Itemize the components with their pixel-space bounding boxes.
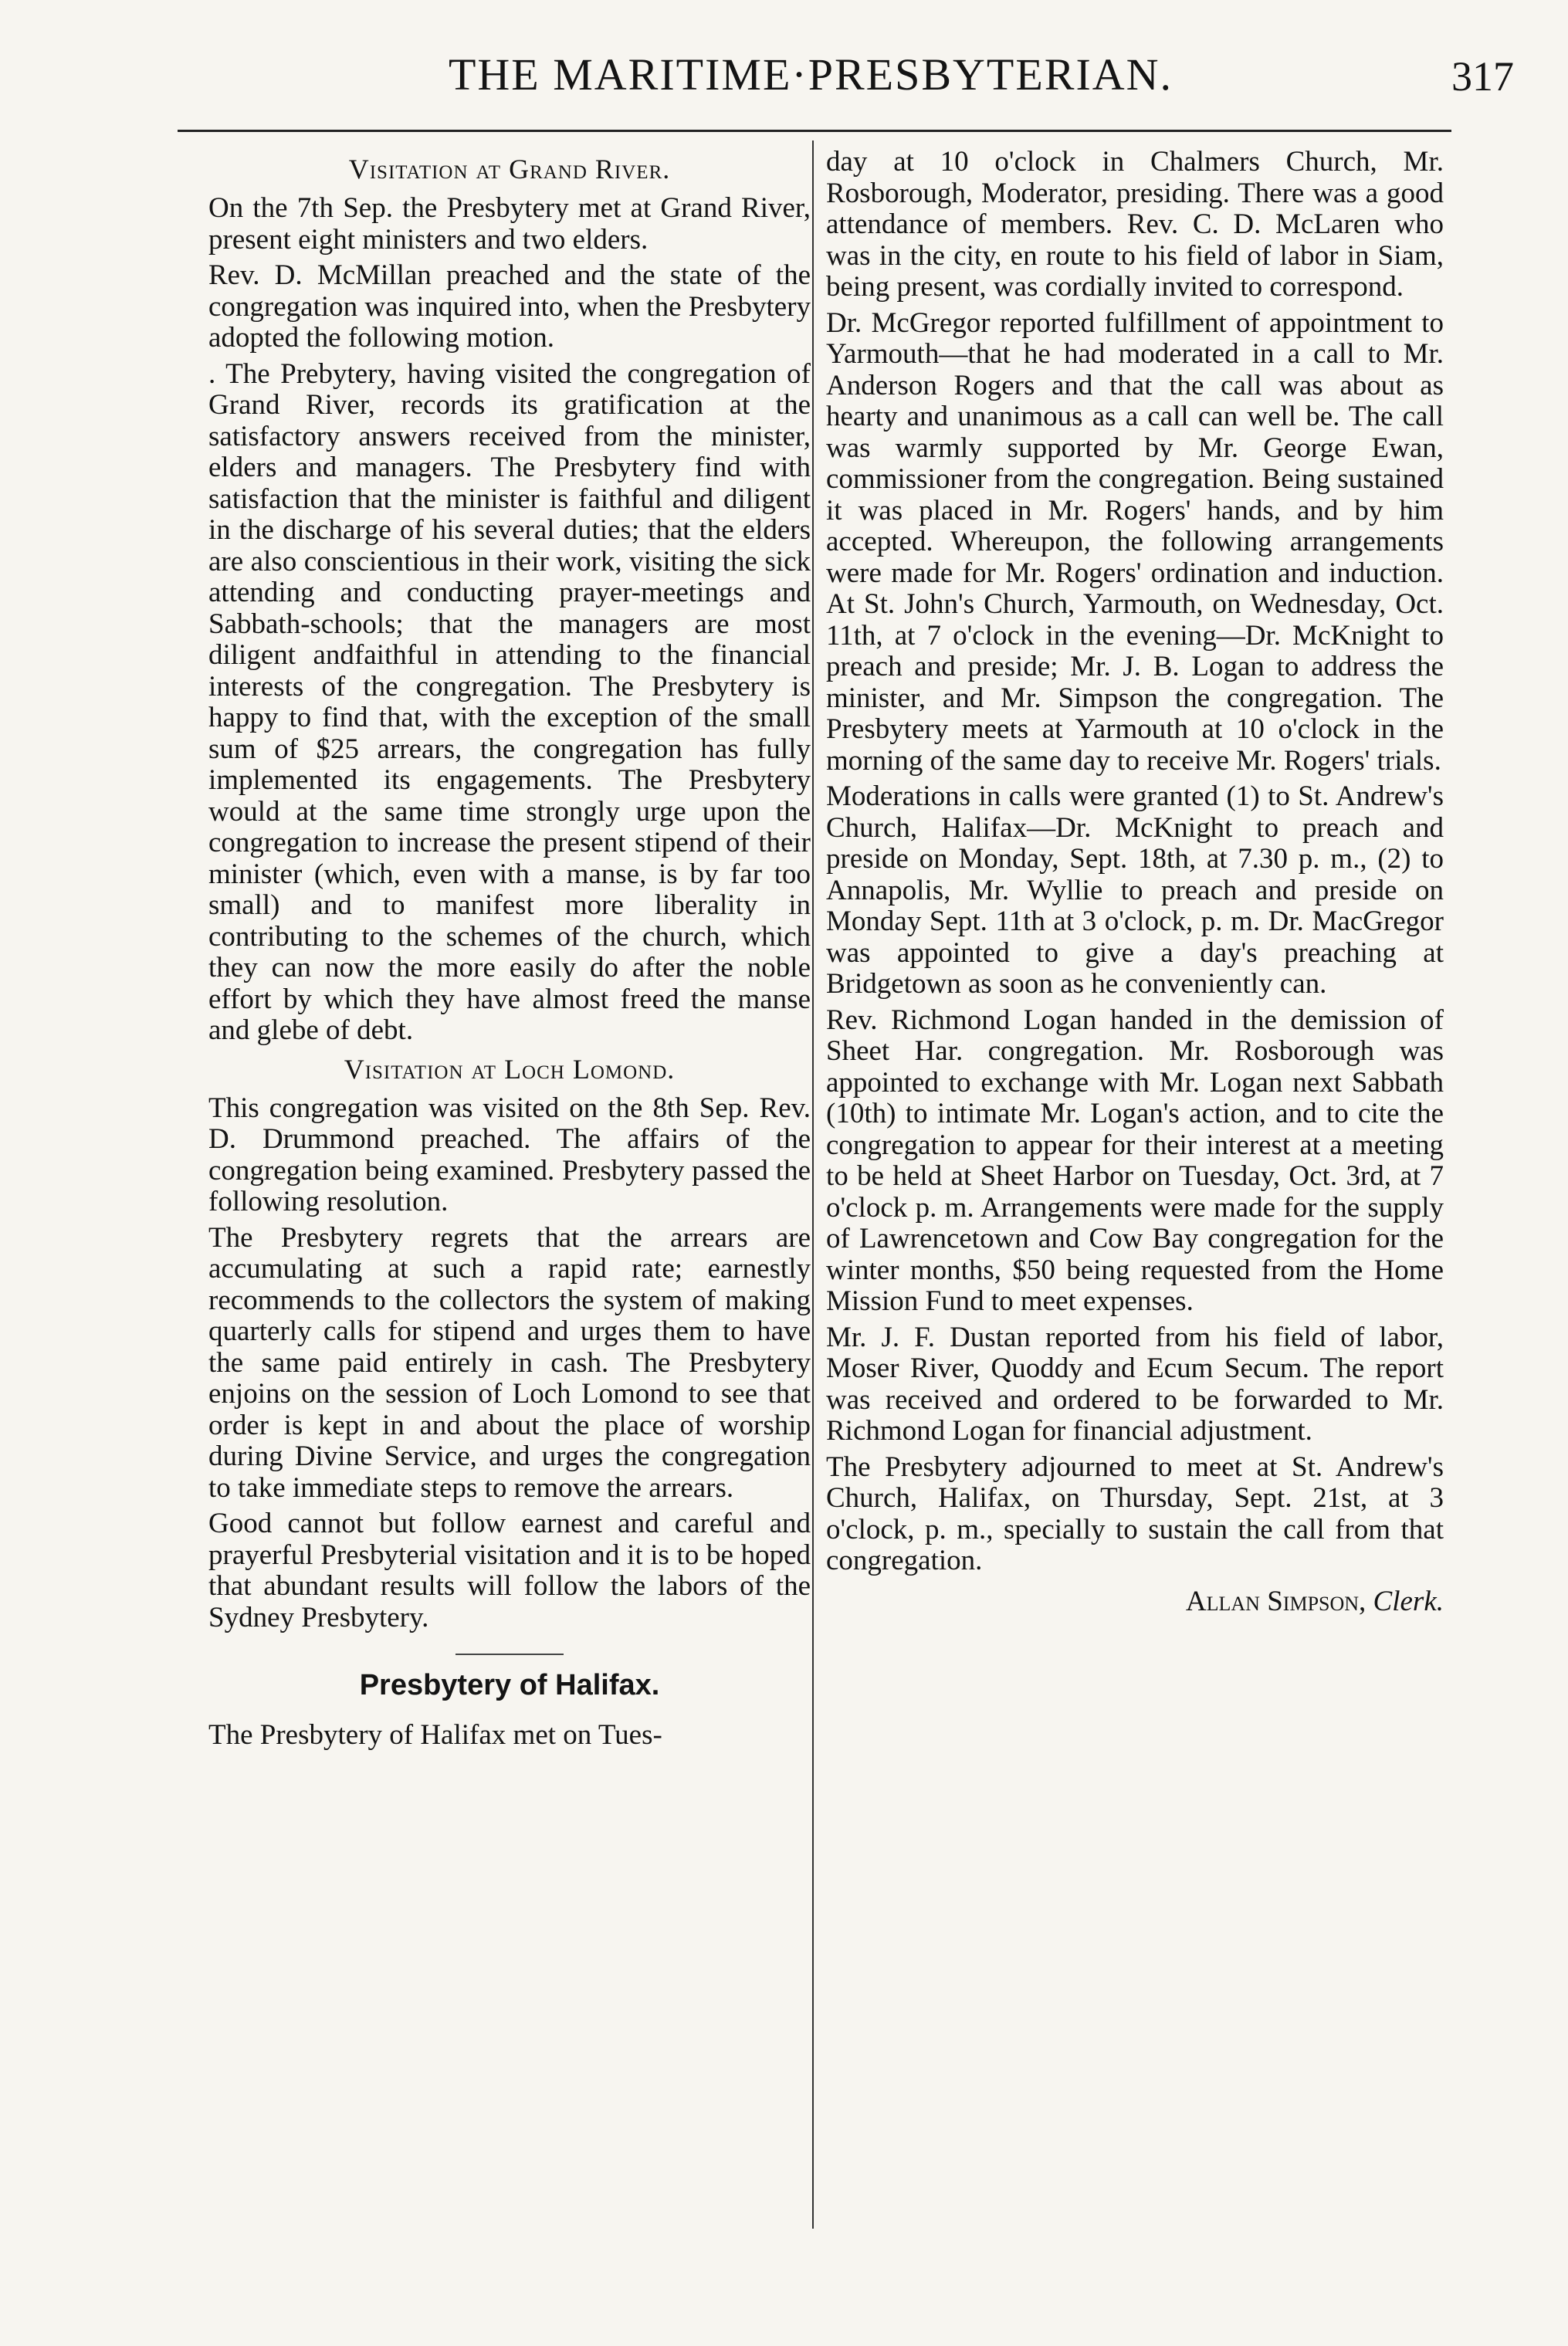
signoff-role: Clerk. (1373, 1585, 1444, 1617)
paragraph: Rev. Richmond Logan handed in the demission of Sheet Har. congregation. Mr. Rosborough was appointed to exchange with Mr. Logan next Sabbath (10th) to intimate Mr. Logan's action, and to cite the congregation to appear for their interest at a meeting to be held at Sheet Harbor on Tuesday, Oct. 3rd, at 7 o'clock p. m. Arrangements were made for the supply of Lawrencetown and Cow Bay congregation for the winter months, $50 being requested from the Home Mission Fund to meet expenses. (826, 1004, 1444, 1317)
section-heading-halifax: Presbytery of Halifax. (359, 1669, 660, 1701)
paragraph: Moderations in calls were granted (1) to St. Andrew's Church, Halifax—Dr. McKnight to preach and preside on Monday, Sept. 18th, at 7.30 p. m., (2) to Annapolis, Mr. Wyllie to preach and preside on Monday Sept. 11th at 3 o'clock, p. m. Dr. MacGregor was appointed to give a day's preaching at Bridgetown as soon as he conveniently can. (826, 780, 1444, 1000)
left-column (208, 147, 811, 1756)
column-divider (812, 140, 814, 2229)
section-divider-rule (455, 1654, 564, 1655)
paragraph: The Presbytery of Halifax met on Tues- (208, 1719, 662, 1751)
signoff-name: Allan Simpson, (1185, 1585, 1366, 1617)
paragraph: Good cannot but follow earnest and careful and prayerful Presbyterial visitation and it is to be hoped that abundant results will follow the labors of the Sydney Presbytery. (208, 1508, 811, 1633)
paragraph: day at 10 o'clock in Chalmers Church, Mr. Rosborough, Moderator, presiding. There was a good attendance of members. Rev. C. D. McLaren who was in the city, en route to his field of labor in Siam, being present, was cordially invited to correspond. (826, 146, 1444, 303)
header-rule (178, 130, 1451, 132)
paragraph: Dr. McGregor reported fulfillment of appointment to Yarmouth—that he had moderated in a call to Mr. Anderson Rogers and that the call was about as hearty and unanimous as a call can well be. The call was warmly supported by Mr. George Ewan, commissioner from the congregation. Being sustained it was placed in Mr. Rogers' hands, and by him accepted. Whereupon, the following arrangements were made for Mr. Rogers' ordination and induction. At St. John's Church, Yarmouth, on Wednesday, Oct. 11th, at 7 o'clock in the evening—Dr. McKnight to preach and preside; Mr. J. B. Logan to address the minister, and Mr. Simpson the congregation. The Presbytery meets at Yarmouth at 10 o'clock in the morning of the same day to receive Mr. Rogers' trials. (826, 306, 1444, 777)
paragraph: On the 7th Sep. the Presbytery met at Grand River, present eight ministers and two elders. (208, 192, 811, 256)
section-heading-loch-lomond: Visitation at Loch Lomond. (344, 1053, 676, 1085)
paragraph: Rev. D. McMillan preached and the state of the congregation was inquired into, when the Presbytery adopted the following motion. (208, 259, 811, 354)
paragraph: Mr. J. F. Dustan reported from his field of labor, Moser River, Quoddy and Ecum Secum. The report was received and ordered to be forwarded to Mr. Richmond Logan for financial adjustment. (826, 1321, 1444, 1447)
running-head-title: THE MARITIME·PRESBYTERIAN. (448, 49, 1173, 100)
paragraph: This congregation was visited on the 8th Sep. Rev. D. Drummond preached. The affairs of the congregation being examined. Presbytery passed the following resolution. (208, 1092, 811, 1217)
page-number: 317 (1451, 53, 1514, 100)
right-column (826, 147, 1444, 1617)
paragraph: The Presbytery adjourned to meet at St. Andrew's Church, Halifax, on Thursday, Sept. 21st, at 3 o'clock, p. m., specially to sustain the call from that congregation. (826, 1451, 1444, 1576)
paragraph: The Presbytery regrets that the arrears are accumulating at such a rapid rate; earnestly recommends to the collectors the system of making quarterly calls for stipend and urges them to have the same paid entirely in cash. The Presbytery enjoins on the session of Loch Lomond to see that order is kept in and about the place of worship during Divine Service, and urges the congregation to take immediate steps to remove the arrears. (208, 1221, 811, 1504)
signoff (826, 1586, 1444, 1618)
paragraph: . The Prebytery, having visited the congregation of Grand River, records its gratification at the satisfactory answers received from the minister, elders and managers. The Presbytery find with satisfaction that the minister is faithful and diligent in the discharge of his several duties; that the elders are also conscientious in their work, visiting the sick attending and conducting prayer-meetings and Sabbath-schools; that the managers are most diligent andfaithful in attending to the financial interests of the congregation. The Presbytery is happy to find that, with the exception of the small sum of $25 arrears, the congregation has fully implemented its engagements. The Presbytery would at the same time strongly urge upon the congregation to increase the present stipend of their minister (which, even with a manse, is by far too small) and to manifest more liberality in contributing to the schemes of the church, which they can now the more easily do after the noble effort by which they have almost freed the manse and glebe of debt. (208, 357, 811, 1046)
section-heading-grand-river: Visitation at Grand River. (348, 154, 671, 184)
